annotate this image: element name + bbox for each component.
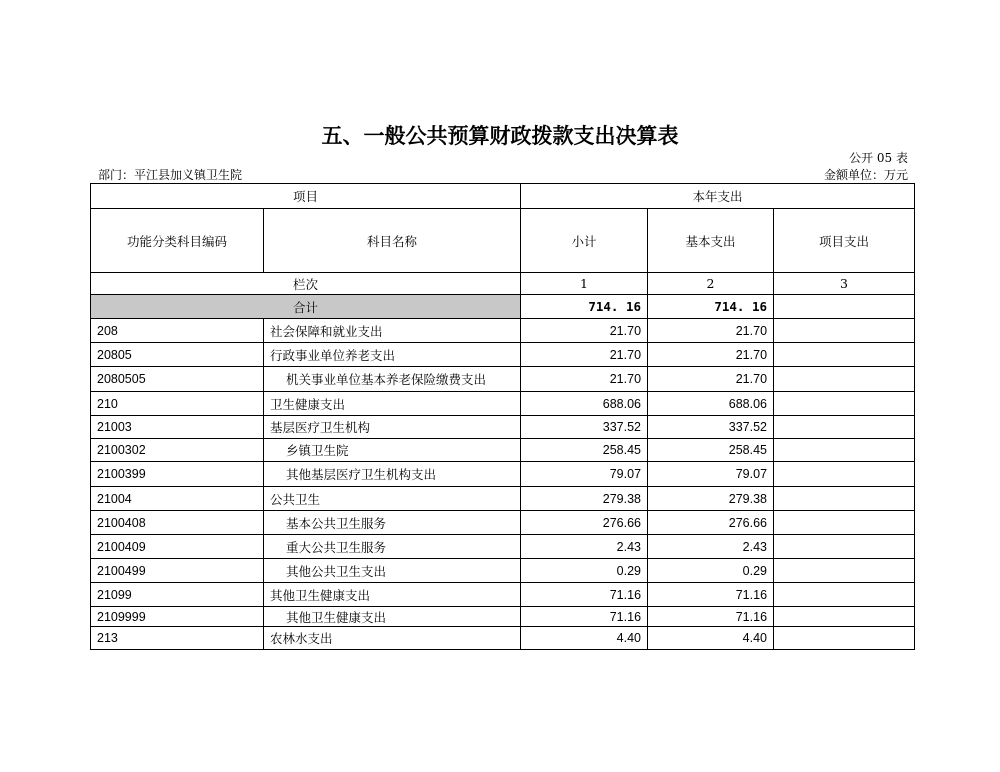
row-subtotal: 79.07 (521, 462, 648, 487)
column-index-3: 3 (774, 273, 915, 295)
row-name: 其他基层医疗卫生机构支出 (264, 462, 521, 487)
row-project (774, 343, 915, 367)
row-subtotal: 4.40 (521, 627, 648, 650)
row-basic: 2.43 (648, 535, 774, 559)
row-basic: 337.52 (648, 416, 774, 439)
row-code: 21003 (91, 416, 264, 439)
row-code: 2100302 (91, 439, 264, 462)
table-row (91, 511, 915, 535)
total-label: 合计 (91, 295, 521, 319)
row-subtotal: 2.43 (521, 535, 648, 559)
total-row (91, 295, 915, 319)
row-basic: 4.40 (648, 627, 774, 650)
row-subtotal: 337.52 (521, 416, 648, 439)
header-code: 功能分类科目编码 (91, 209, 264, 273)
table-row (91, 462, 915, 487)
table-row (91, 535, 915, 559)
row-project (774, 583, 915, 607)
row-code: 2100399 (91, 462, 264, 487)
table-row (91, 416, 915, 439)
table-row (91, 367, 915, 392)
amount-unit-label: 金额单位：万元 (823, 168, 908, 182)
department-label: 部门：平江县加义镇卫生院 (98, 168, 243, 182)
row-name: 公共卫生 (264, 487, 521, 511)
row-code: 21099 (91, 583, 264, 607)
column-index-label: 栏次 (91, 273, 521, 295)
row-name: 其他卫生健康支出 (264, 607, 521, 627)
header-name: 科目名称 (264, 209, 521, 273)
row-subtotal: 276.66 (521, 511, 648, 535)
row-subtotal: 279.38 (521, 487, 648, 511)
page-title: 五、一般公共预算财政拨款支出决算表 (321, 124, 679, 148)
row-project (774, 319, 915, 343)
form-number: 公开 05 表 (849, 151, 908, 165)
row-name: 其他公共卫生支出 (264, 559, 521, 583)
row-basic: 688.06 (648, 392, 774, 416)
row-basic: 279.38 (648, 487, 774, 511)
row-name: 其他卫生健康支出 (264, 583, 521, 607)
row-subtotal: 71.16 (521, 583, 648, 607)
row-code: 2100499 (91, 559, 264, 583)
row-project (774, 462, 915, 487)
row-name: 社会保障和就业支出 (264, 319, 521, 343)
row-basic: 21.70 (648, 343, 774, 367)
table-row (91, 607, 915, 627)
table-row (91, 627, 915, 650)
total-project (774, 295, 915, 319)
row-project (774, 392, 915, 416)
row-basic: 276.66 (648, 511, 774, 535)
table-row (91, 392, 915, 416)
expenditure-table (90, 183, 915, 650)
column-index-1: 1 (521, 273, 648, 295)
row-project (774, 535, 915, 559)
table-row (91, 319, 915, 343)
row-name: 乡镇卫生院 (264, 439, 521, 462)
row-subtotal: 71.16 (521, 607, 648, 627)
row-subtotal: 688.06 (521, 392, 648, 416)
row-name: 重大公共卫生服务 (264, 535, 521, 559)
total-subtotal: 714. 16 (521, 295, 648, 319)
row-project (774, 559, 915, 583)
row-name: 行政事业单位养老支出 (264, 343, 521, 367)
row-code: 213 (91, 627, 264, 650)
header-basic: 基本支出 (648, 209, 774, 273)
row-basic: 21.70 (648, 367, 774, 392)
row-code: 2109999 (91, 607, 264, 627)
row-code: 20805 (91, 343, 264, 367)
table-row (91, 583, 915, 607)
row-name: 基本公共卫生服务 (264, 511, 521, 535)
row-name: 基层医疗卫生机构 (264, 416, 521, 439)
row-code: 2100408 (91, 511, 264, 535)
row-code: 21004 (91, 487, 264, 511)
table-row (91, 439, 915, 462)
row-name: 卫生健康支出 (264, 392, 521, 416)
row-basic: 0.29 (648, 559, 774, 583)
row-basic: 21.70 (648, 319, 774, 343)
header-current-year-expense: 本年支出 (521, 184, 915, 209)
table-row (91, 343, 915, 367)
table-row (91, 559, 915, 583)
header-subtotal: 小计 (521, 209, 648, 273)
table-row (91, 487, 915, 511)
row-project (774, 439, 915, 462)
row-project (774, 511, 915, 535)
row-basic: 71.16 (648, 607, 774, 627)
header-project-expense: 项目支出 (774, 209, 915, 273)
row-code: 210 (91, 392, 264, 416)
row-basic: 79.07 (648, 462, 774, 487)
row-subtotal: 21.70 (521, 319, 648, 343)
row-basic: 258.45 (648, 439, 774, 462)
row-subtotal: 258.45 (521, 439, 648, 462)
row-subtotal: 0.29 (521, 559, 648, 583)
row-project (774, 416, 915, 439)
header-row-2 (91, 209, 915, 273)
row-name: 农林水支出 (264, 627, 521, 650)
column-index-2: 2 (648, 273, 774, 295)
row-code: 208 (91, 319, 264, 343)
header-project: 项目 (91, 184, 521, 209)
total-basic: 714. 16 (648, 295, 774, 319)
column-index-row (91, 273, 915, 295)
row-project (774, 607, 915, 627)
row-project (774, 487, 915, 511)
row-basic: 71.16 (648, 583, 774, 607)
row-subtotal: 21.70 (521, 343, 648, 367)
row-subtotal: 21.70 (521, 367, 648, 392)
row-project (774, 367, 915, 392)
row-name: 机关事业单位基本养老保险缴费支出 (264, 367, 521, 392)
header-row-1 (91, 184, 915, 209)
row-code: 2100409 (91, 535, 264, 559)
row-project (774, 627, 915, 650)
row-code: 2080505 (91, 367, 264, 392)
